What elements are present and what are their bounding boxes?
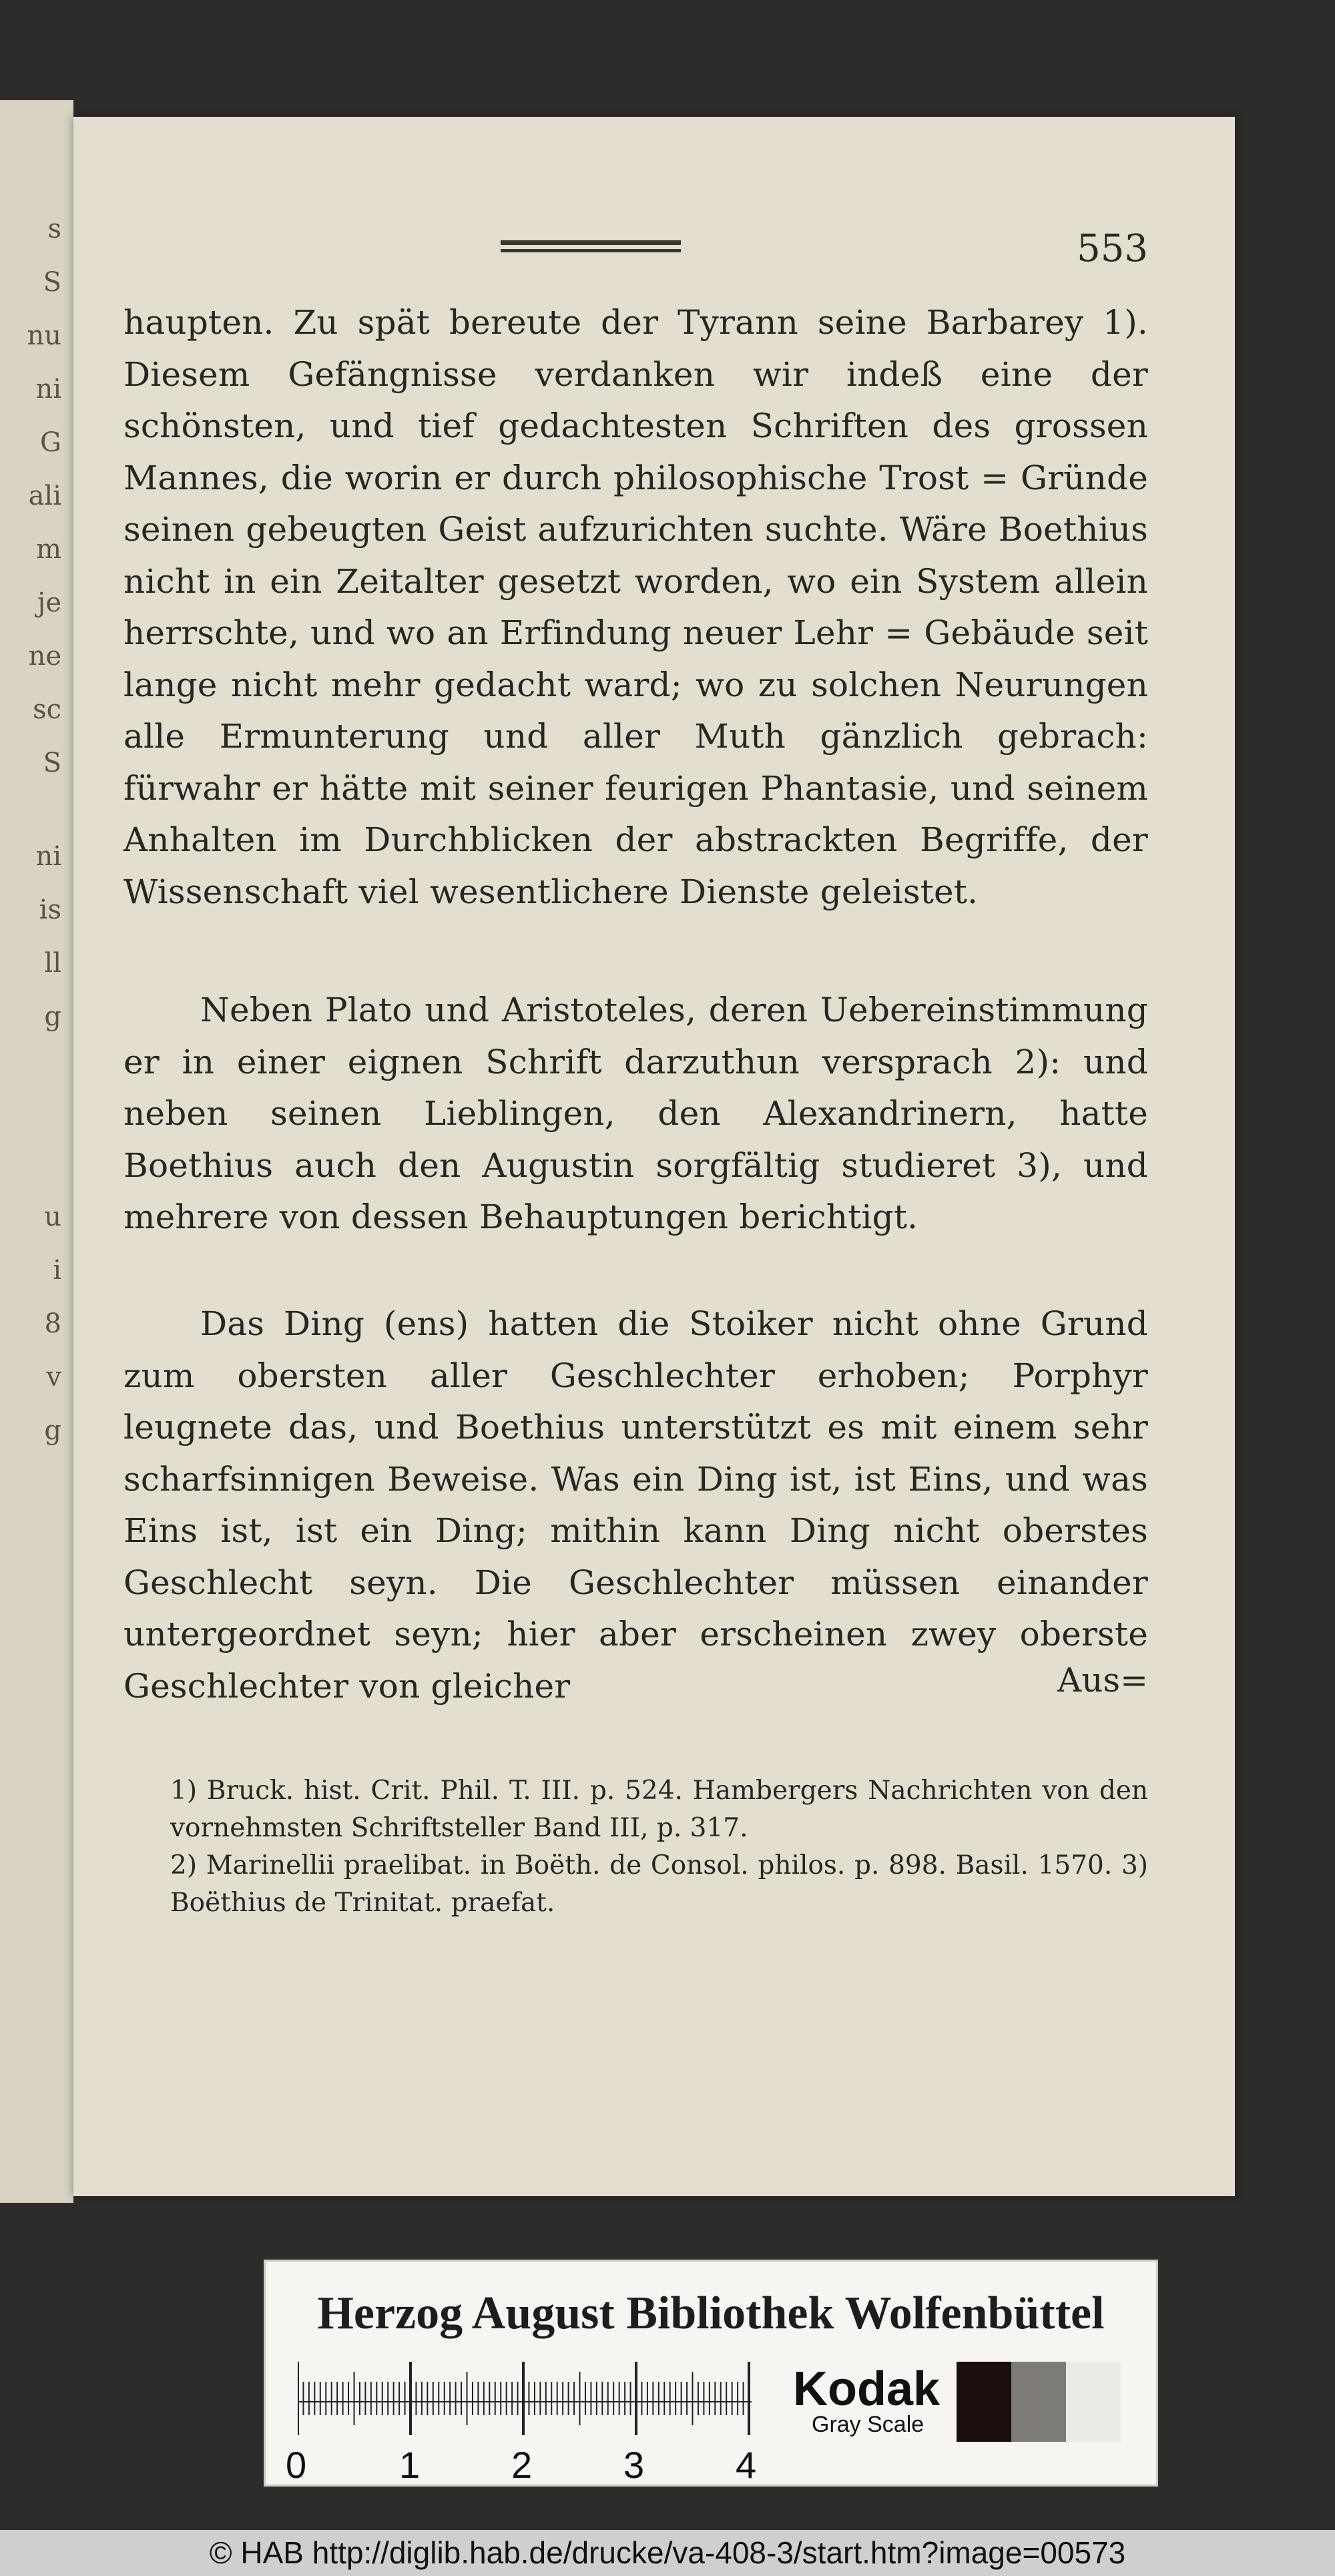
facing-page-fragment: s (47, 214, 61, 244)
archive-color-card (264, 2260, 1158, 2487)
gray-swatch-mid (1011, 2362, 1066, 2442)
ruler-number: 2 (511, 2444, 533, 2486)
facing-page-fragment: 8 (44, 1308, 61, 1339)
library-name: Herzog August Bibliothek Wolfenbüttel (317, 2288, 1105, 2339)
gray-swatch-light (1066, 2362, 1121, 2442)
gray-scale-label: Gray Scale (812, 2412, 924, 2437)
ruler-numbers (286, 2443, 766, 2486)
footnote-2-3: 2) Marinellii praelibat. in Boëth. de Consol. philos. p. 898. Basil. 1570. 3) Boëthius de Trinitat. praefat. (170, 1850, 1148, 1918)
facing-page-fragment: nu (27, 320, 61, 351)
facing-page-fragment: G (40, 427, 61, 458)
facing-page-fragment: is (39, 894, 61, 925)
paragraph-3 (123, 1298, 1148, 1712)
facing-page-fragment: g (44, 1415, 61, 1446)
gray-swatch-dark (957, 2362, 1011, 2442)
facing-page-fragment: m (36, 534, 61, 565)
facing-page-fragment: ali (28, 481, 61, 511)
ruler-number: 3 (623, 2444, 645, 2486)
facing-page-fragment: v (46, 1362, 61, 1392)
facing-page-fragment: g (44, 1001, 61, 1032)
ruler-scale (298, 2362, 765, 2442)
ruler-number: 1 (399, 2444, 421, 2486)
facing-page-fragment: sc (33, 694, 61, 725)
paragraph-2 (123, 985, 1148, 1244)
facing-page-fragment: S (43, 748, 61, 778)
footnote-1: 1) Bruck. hist. Crit. Phil. T. III. p. 524. Hambergers Nachrichten von den vornehmsten Schriftsteller Band III, p. 317. (170, 1776, 1148, 1843)
ruler-number: 4 (736, 2444, 757, 2486)
kodak-logo: Kodak (793, 2362, 941, 2416)
paragraph-3-text: Das Ding (ens) hatten die Stoiker nicht ohne Grund zum obersten aller Geschlechter erhoben; Porphyr leugnete das, und Boethius unterstützt es mit einem sehr scharfsinnigen Beweise. Was ein Ding ist, ist Eins, und was Eins ist, ist ein Ding; mithin kann Ding nicht oberstes Geschlecht seyn. Die Geschlechter müssen einander untergeordnet seyn; hier aber erscheinen zwey oberste Geschlechter von gleicher (123, 1304, 1148, 1706)
paragraph-1 (123, 297, 1148, 918)
catchword: Aus= (1057, 1661, 1148, 1700)
paragraph-1-text: haupten. Zu spät bereute der Tyrann seine Barbarey 1). Diesem Gefängnisse verdanken wir indeß eine der schönsten, und tief gedachtesten Schriften des grossen Mannes, die worin er durch philosophische Trost = Gründe seinen gebeugten Geist aufzurichten suchte. Wäre Boethius nicht in ein Zeitalter gesetzt worden, wo ein System allein herrschte, und wo an Erfindung neuer Lehr = Gebäude seit lange nicht mehr gedacht ward; wo zu solchen Neurungen alle Ermunterung und aller Muth gänzlich gebrach: fürwahr er hätte mit seiner feurigen Phantasie, und seinem Anhalten im Durchblicken der abstrackten Begriffe, der Wissenschaft viel wesentlichere Dienste geleistet. (123, 303, 1148, 911)
book-page (73, 117, 1235, 2196)
facing-page-fragment: je (37, 587, 61, 618)
ruler-number: 0 (286, 2444, 307, 2486)
page-number: 553 (1077, 227, 1148, 270)
facing-page-fragment: S (43, 267, 61, 298)
facing-page-fragment: u (44, 1202, 61, 1232)
facing-page-fragment: ll (44, 948, 61, 979)
header-ornament-rule (501, 240, 681, 252)
copyright-footer: © HAB http://diglib.hab.de/drucke/va-408-3/start.htm?image=00573 (0, 2530, 1335, 2576)
facing-page-fragment: ne (28, 641, 61, 672)
facing-page-fragment: ni (35, 374, 61, 405)
facing-page-edge (0, 100, 73, 2203)
paragraph-2-text: Neben Plato und Aristoteles, deren Uebereinstimmung er in einer eignen Schrift darzuthun versprach 2): und neben seinen Lieblingen, den Alexandrinern, hatte Boethius auch den Augustin sorgfältig studieret 3), und mehrere von dessen Behauptungen berichtigt. (123, 991, 1148, 1236)
footnotes (170, 1772, 1148, 1922)
facing-page-fragment: i (53, 1255, 61, 1286)
facing-page-fragment: ni (35, 841, 61, 872)
